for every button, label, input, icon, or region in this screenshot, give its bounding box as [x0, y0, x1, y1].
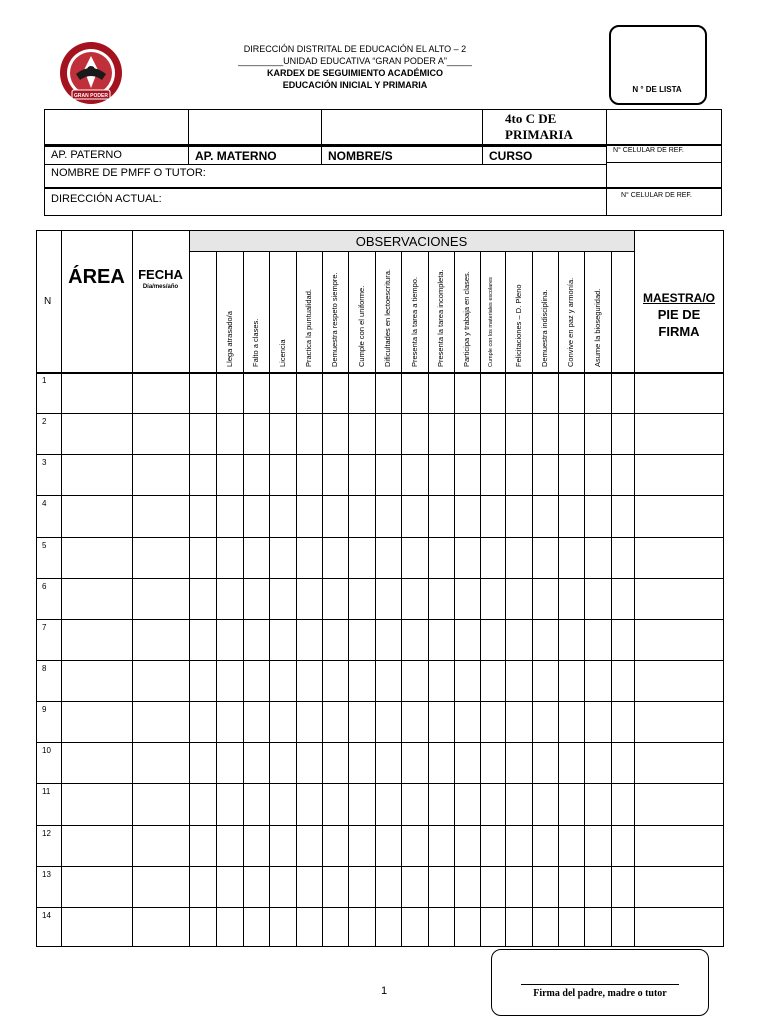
observations-grid	[36, 230, 724, 947]
grid-col-line	[480, 251, 481, 946]
nombres-label: NOMBRE/S	[321, 145, 483, 165]
curso-value-line2: PRIMARIA	[505, 127, 573, 142]
row-number: 14	[42, 910, 51, 920]
grid-row-line	[37, 660, 723, 661]
grid-col-line	[401, 251, 402, 946]
direccion-label: DIRECCIÓN ACTUAL:	[44, 187, 607, 216]
observation-label-15: Asume la bioseguridad.	[592, 288, 602, 367]
info-blank-2[interactable]	[188, 109, 322, 145]
grid-row-line	[37, 495, 723, 496]
grid-row-line	[37, 907, 723, 908]
grid-col-line	[454, 251, 455, 946]
ap-paterno-label: AP. PATERNO	[44, 145, 189, 165]
row-number: 7	[42, 622, 47, 632]
row-number: 11	[42, 787, 51, 797]
fecha-format-hint: Día/mes/año	[142, 284, 179, 290]
observation-label-3: Licencia	[277, 339, 287, 367]
grid-header-line	[37, 372, 723, 374]
observation-label-1: Llega atrasado/a	[224, 311, 234, 367]
row-number: 6	[42, 581, 47, 591]
tutor-label: NOMBRE DE PMFF O TUTOR:	[44, 164, 607, 188]
grid-row-line	[37, 619, 723, 620]
firma-header-line1: MAESTRA/O	[643, 291, 715, 305]
row-number: 3	[42, 458, 47, 468]
firma-header-line2: PIE DE	[657, 307, 701, 322]
fecha-column-header: FECHA	[138, 267, 183, 282]
grid-col-line	[61, 231, 62, 946]
grid-row-line	[37, 825, 723, 826]
curso-value	[482, 109, 607, 145]
grid-col-line	[348, 251, 349, 946]
observation-label-10: Participa y trabaja en clases.	[462, 271, 471, 367]
info-blank-3[interactable]	[321, 109, 483, 145]
grid-row-line	[37, 783, 723, 784]
grid-row-line	[37, 578, 723, 579]
celular-ref-field-1[interactable]	[606, 162, 722, 188]
ap-materno-label: AP. MATERNO	[188, 145, 322, 165]
observation-label-12: Felicitaciones – D. Pleno	[513, 284, 523, 367]
row-number: 9	[42, 705, 47, 715]
firma-header-line3: FIRMA	[658, 324, 700, 339]
grid-row-line	[37, 742, 723, 743]
grid-col-line	[296, 251, 297, 946]
observation-label-11: Cumple con los materiales escolares	[487, 277, 494, 367]
row-number: 13	[42, 869, 51, 879]
celular-ref-label-2: N° CELULAR DE REF.	[606, 187, 722, 216]
observation-label-14: Convive en paz y armonía.	[566, 277, 575, 367]
parent-signature-box[interactable]	[491, 949, 709, 1016]
grid-row-line	[37, 454, 723, 455]
observation-label-2: Falto a clases.	[251, 318, 260, 367]
observation-label-9: Presenta la tarea incompleta.	[436, 269, 445, 367]
grid-row-line	[37, 537, 723, 538]
header-school: _________UNIDAD EDUCATIVA “GRAN PODER A”_____	[238, 56, 472, 66]
observation-label-6: Cumple con el uniforme.	[356, 285, 366, 367]
curso-value-line1: 4to C DE	[505, 111, 557, 126]
grid-col-line	[505, 251, 506, 946]
observation-label-5: Demuestra respeto siempre.	[330, 272, 339, 367]
grid-col-line	[216, 251, 217, 946]
logo-text: GRAN PODER	[74, 93, 108, 99]
area-column-header: ÁREA	[68, 266, 125, 288]
grid-col-line	[375, 251, 376, 946]
grid-col-line	[611, 251, 612, 946]
row-number: 4	[42, 499, 47, 509]
grid-row-line	[37, 701, 723, 702]
grid-col-line	[132, 231, 133, 946]
grid-col-line	[269, 251, 270, 946]
celular-ref-label-1: N° CELULAR DE REF.	[606, 145, 722, 163]
school-logo	[58, 40, 124, 106]
row-number: 8	[42, 664, 47, 673]
grid-col-line	[189, 231, 190, 946]
page-number: 1	[380, 985, 388, 997]
student-info-table	[44, 109, 722, 216]
info-blank-1[interactable]	[44, 109, 189, 145]
row-number: 1	[42, 376, 47, 385]
observation-label-4: Practica la puntualidad.	[304, 289, 313, 367]
list-number-label: N ° DE LISTA	[632, 85, 682, 94]
grid-col-line	[428, 251, 429, 946]
row-number: 5	[42, 540, 47, 550]
row-number: 2	[42, 417, 47, 427]
grid-col-line	[322, 251, 323, 946]
grid-col-line	[532, 251, 533, 946]
observaciones-label: OBSERVACIONES	[355, 234, 468, 249]
curso-label: CURSO	[482, 145, 607, 165]
grid-row-line	[37, 413, 723, 414]
header-level: EDUCACIÓN INICIAL Y PRIMARIA	[282, 80, 428, 90]
grid-col-line	[584, 251, 585, 946]
grid-col-line	[243, 251, 244, 946]
signature-line	[521, 984, 679, 985]
signature-label: Firma del padre, madre o tutor	[533, 988, 667, 999]
row-number: 10	[42, 746, 51, 756]
row-number: 12	[42, 828, 51, 838]
observation-label-7: Dificultades en lectoescritura.	[383, 269, 392, 367]
header-district: DIRECCIÓN DISTRITAL DE EDUCACIÓN EL ALTO – 2	[243, 44, 467, 54]
observation-label-8: Presenta la tarea a tiempo.	[409, 276, 419, 367]
observation-label-13: Demuestra indisciplina.	[540, 289, 549, 367]
grid-col-line	[558, 251, 559, 946]
header-kardex: KARDEX DE SEGUIMIENTO ACADÉMICO	[266, 68, 443, 78]
info-blank-4[interactable]	[606, 109, 722, 145]
n-column-header: N	[44, 296, 52, 307]
grid-row-line	[37, 866, 723, 867]
